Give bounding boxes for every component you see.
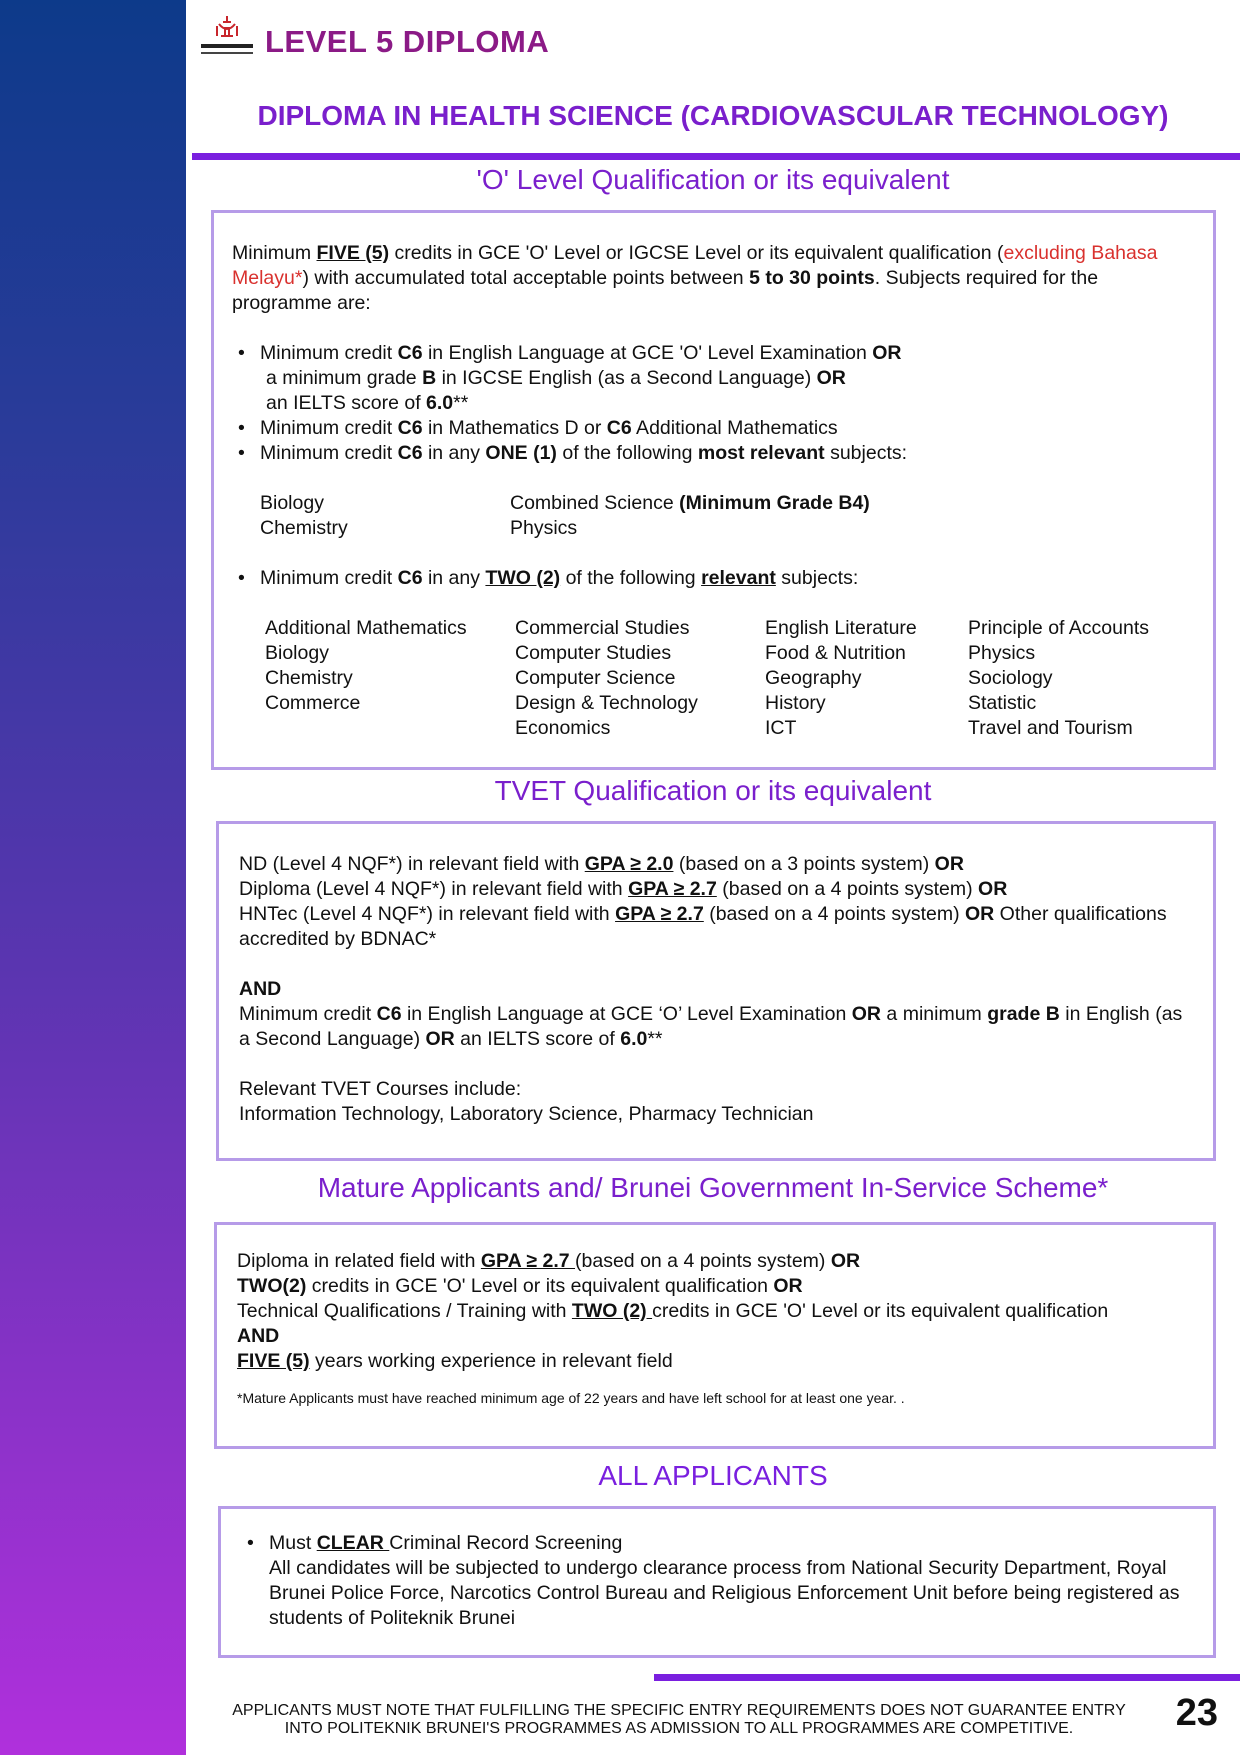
page-number: 23: [1175, 1692, 1218, 1734]
math-requirement: • Minimum credit C6 in Mathematics D or C6 Additional Mathematics: [232, 416, 1195, 441]
disclaimer: APPLICANTS MUST NOTE THAT FULFILLING THE SPECIFIC ENTRY REQUIREMENTS DOES NOT GUARANTEE ENTRY INTO POLITEKNIK BRUNEI'S PROGRAMMES AS ADMISSION TO ALL PROGRAMMES ARE COMPETITIVE.: [232, 1702, 1126, 1737]
all-applicants-box: • Must CLEAR Criminal Record Screening All candidates will be subjected to undergo clearance process from National Security Department, Royal Brunei Police Force, Narcotics Control Bureau and Religious Enforcement Unit before being registered as students of Politeknik Brunei: [218, 1506, 1216, 1658]
tvet-heading: TVET Qualification or its equivalent: [494, 775, 932, 806]
decorative-sidebar: [0, 0, 186, 1755]
tvet-box: ND (Level 4 NQF*) in relevant field with GPA ≥ 2.0 (based on a 3 points system) OR Diploma (Level 4 NQF*) in relevant field with GPA ≥ 2.7 (based on a 4 points system) OR HNTec (Level 4 NQF*) in relevant field with GPA ≥ 2.7 (based on a 4 points system) OR Other qualifications accredited by BDNAC* AND Minimum credit C6 in English Language at GCE ‘O’ Level Examination OR a minimum grade B in English (as a Second Language) OR an IELTS score of 6.0** Relevant TVET Courses include: Information Technology, Laboratory Science, Pharmacy Technician: [216, 821, 1216, 1161]
olevel-heading: 'O' Level Qualification or its equivalent: [476, 164, 950, 195]
mature-box: Diploma in related field with GPA ≥ 2.7 (based on a 4 points system) OR TWO(2) credits in GCE 'O' Level or its equivalent qualification OR Technical Qualifications / Training with TWO (2) credits in GCE 'O' Level or its equivalent qualification AND FIVE (5) years working experience in relevant field *Mature Applicants must have reached minimum age of 22 years and have left school for at least one year. .: [214, 1222, 1216, 1449]
relevant-requirement: • Minimum credit C6 in any TWO (2) of the following relevant subjects:: [232, 566, 1195, 591]
politeknik-brunei-logo-icon: [197, 14, 257, 58]
english-requirement: • Minimum credit C6 in English Language at GCE 'O' Level Examination OR: [232, 341, 1195, 366]
level-title: LEVEL 5 DIPLOMA: [265, 24, 550, 59]
mature-heading: Mature Applicants and/ Brunei Government In-Service Scheme*: [317, 1172, 1109, 1203]
programme-title: DIPLOMA IN HEALTH SCIENCE (CARDIOVASCULAR TECHNOLOGY): [257, 100, 1169, 131]
most-relevant-subjects: Biology Combined Science (Minimum Grade B4) Chemistry Physics: [260, 492, 870, 539]
divider: [654, 1674, 1240, 1681]
olevel-intro: Minimum FIVE (5) credits in GCE 'O' Level or IGCSE Level or its equivalent qualification (excluding Bahasa Melayu*) with accumulated total acceptable points between 5 to 30 points. Subjects required for the programme are:: [232, 242, 1158, 314]
olevel-box: Minimum FIVE (5) credits in GCE 'O' Level or IGCSE Level or its equivalent qualification (excluding Bahasa Melayu*) with accumulated total acceptable points between 5 to 30 points. Subjects required for the programme are: • Minimum credit C6 in English Language at GCE 'O' Level Examination OR a minimum grade B in IGCSE English (as a Second Language) OR an IELTS score of 6.0** • Minimum credit C6 in Mathematics D or C6 Additional Mathematics • Minimum credit C6 in any ONE (1) of the following most relevant subjects: Biology Combined Science (Minimum Grade B4) Chemistry Physics • Minimum credit C6 in any TWO (2) of the following relevant subjects: Additional Mathematics Commercial Studies English Literature Principle of Accounts Biology Computer Studies Food & Nutrition Physics Chemistry Computer Science Geography Sociology Commerce Design & Technology History Statistic Economics ICT Travel and Tourism: [211, 210, 1216, 770]
mature-footnote: *Mature Applicants must have reached minimum age of 22 years and have left school for at least one year. .: [237, 1390, 905, 1406]
most-relevant-requirement: • Minimum credit C6 in any ONE (1) of the following most relevant subjects:: [232, 441, 1195, 466]
divider: [192, 153, 1240, 160]
relevant-subjects: Additional Mathematics Commercial Studies English Literature Principle of Accounts Biology Computer Studies Food & Nutrition Physics Chemistry Computer Science Geography Sociology Commerce Design & Technology History Statistic Economics ICT Travel and Tourism: [265, 617, 1150, 739]
all-applicants-heading: ALL APPLICANTS: [598, 1460, 828, 1491]
